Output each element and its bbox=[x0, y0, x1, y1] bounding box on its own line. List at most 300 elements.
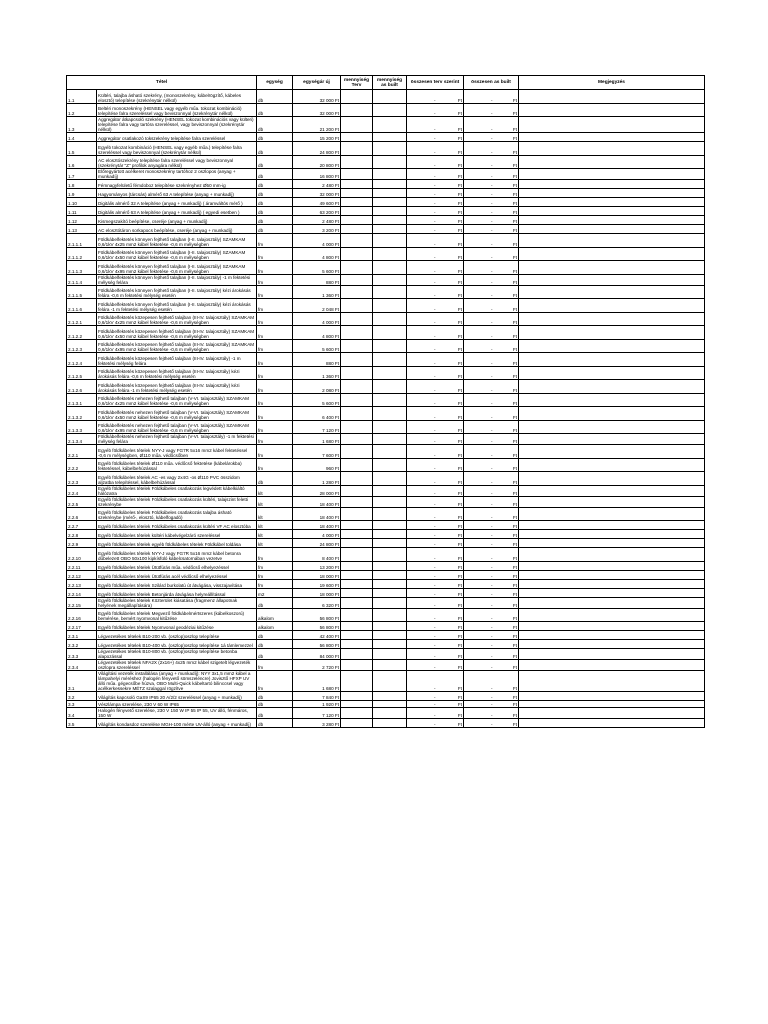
row-qty-built bbox=[373, 274, 407, 285]
total-dash: - bbox=[434, 228, 436, 233]
row-qty-built bbox=[373, 434, 407, 445]
row-id: 2.2.12 bbox=[67, 570, 97, 579]
total-dash: - bbox=[491, 149, 493, 155]
total-currency: Ft bbox=[457, 149, 463, 155]
row-unit-price: 4 000 Ft bbox=[293, 234, 341, 248]
row-qty-plan bbox=[341, 671, 373, 692]
row-unit: db bbox=[257, 631, 293, 640]
total-dash: - bbox=[434, 686, 436, 691]
row-description: Egyéb földkábeles tételek Ø110 műa. védőcső fektetése (kábelárokba) fektetéssel, kábelbehúzással bbox=[97, 458, 257, 472]
table-row bbox=[67, 530, 705, 539]
row-total-built bbox=[464, 366, 519, 380]
row-unit: db bbox=[257, 719, 293, 728]
row-id: 2.1.1.6 bbox=[67, 299, 97, 313]
row-unit-price: 5 600 Ft bbox=[293, 339, 341, 353]
total-dash: - bbox=[434, 634, 436, 639]
row-unit: db bbox=[257, 225, 293, 234]
table-row bbox=[67, 142, 705, 156]
row-id: 2.2.3 bbox=[67, 472, 97, 486]
row-qty-built bbox=[373, 485, 407, 496]
row-unit: fm bbox=[257, 570, 293, 579]
row-qty-built bbox=[373, 597, 407, 608]
total-currency: Ft bbox=[512, 333, 518, 339]
row-description: Egyéb földkábeles tételek Földkábeles csatlakozás legvédett kábelkiáltó hálózatra bbox=[97, 485, 257, 496]
table-row bbox=[67, 261, 705, 275]
row-note bbox=[519, 117, 705, 133]
table-row bbox=[67, 155, 705, 169]
row-unit: klt bbox=[257, 485, 293, 496]
table-row bbox=[67, 393, 705, 407]
row-unit: fm bbox=[257, 445, 293, 459]
row-total-plan bbox=[407, 155, 464, 169]
row-qty-built bbox=[373, 608, 407, 622]
total-dash: - bbox=[491, 279, 493, 285]
total-currency: Ft bbox=[512, 616, 518, 621]
row-qty-built bbox=[373, 579, 407, 588]
row-id: 2.2.9 bbox=[67, 539, 97, 548]
row-note bbox=[519, 155, 705, 169]
total-currency: Ft bbox=[512, 501, 518, 507]
table-row bbox=[67, 708, 705, 719]
total-currency: Ft bbox=[457, 428, 463, 433]
row-total-plan bbox=[407, 640, 464, 649]
row-total-plan bbox=[407, 180, 464, 189]
row-unit-price: 32 000 Ft bbox=[293, 189, 341, 198]
table-row bbox=[67, 225, 705, 234]
row-id: 2.2.11 bbox=[67, 561, 97, 570]
total-dash: - bbox=[434, 625, 436, 630]
total-dash: - bbox=[491, 591, 493, 597]
total-currency: Ft bbox=[512, 347, 518, 352]
row-note bbox=[519, 189, 705, 198]
row-unit: fm bbox=[257, 393, 293, 407]
total-dash: - bbox=[434, 360, 436, 366]
total-currency: Ft bbox=[457, 533, 463, 538]
row-description: Egyéb földkábeles tételek egyéb földkábeles tételek Földkábel toldása bbox=[97, 539, 257, 548]
total-currency: Ft bbox=[457, 210, 463, 215]
row-qty-plan bbox=[341, 103, 373, 117]
total-dash: - bbox=[491, 320, 493, 325]
row-unit: db bbox=[257, 198, 293, 207]
row-unit: fm bbox=[257, 671, 293, 692]
table-row bbox=[67, 326, 705, 340]
row-id: 2.1.2.5 bbox=[67, 366, 97, 380]
row-id: 2.3.3 bbox=[67, 649, 97, 660]
row-id: 2.2.17 bbox=[67, 622, 97, 631]
row-description: Földkábelfektetés könnyen fejthető talajban (I-II. talajosztály) kézi árokásás felára -0,6 m fektetési mélység esetén bbox=[97, 285, 257, 299]
row-description: Földkábelfektetés nehezen fejthető talajban (V-VI. talajosztály) SZAMKAM 0,6/1kV 4x50 mm2 kábel fektetése -0,6 m mélységben bbox=[97, 407, 257, 421]
total-currency: Ft bbox=[512, 582, 518, 588]
table-row bbox=[67, 90, 705, 104]
row-total-plan bbox=[407, 274, 464, 285]
row-unit-price: 13 200 Ft bbox=[293, 561, 341, 570]
row-unit: m2 bbox=[257, 588, 293, 597]
row-qty-plan bbox=[341, 312, 373, 326]
total-dash: - bbox=[491, 374, 493, 379]
table-row bbox=[67, 496, 705, 507]
row-total-plan bbox=[407, 434, 464, 445]
row-id: 1.9 bbox=[67, 189, 97, 198]
row-unit: db bbox=[257, 597, 293, 608]
total-currency: Ft bbox=[457, 401, 463, 406]
total-dash: - bbox=[491, 643, 493, 648]
total-dash: - bbox=[491, 111, 493, 116]
table-row bbox=[67, 622, 705, 631]
row-total-plan bbox=[407, 649, 464, 660]
row-qty-plan bbox=[341, 631, 373, 640]
row-qty-built bbox=[373, 521, 407, 530]
table-row bbox=[67, 570, 705, 579]
total-currency: Ft bbox=[512, 654, 518, 659]
total-dash: - bbox=[434, 713, 436, 719]
row-id: 2.1.1.4 bbox=[67, 274, 97, 285]
total-dash: - bbox=[491, 333, 493, 339]
total-currency: Ft bbox=[457, 97, 463, 103]
total-currency: Ft bbox=[457, 333, 463, 339]
table-row bbox=[67, 507, 705, 521]
row-unit: klt bbox=[257, 507, 293, 521]
row-note bbox=[519, 579, 705, 588]
row-id: 2.3.1 bbox=[67, 631, 97, 640]
total-currency: Ft bbox=[512, 564, 518, 570]
row-qty-plan bbox=[341, 366, 373, 380]
row-qty-plan bbox=[341, 548, 373, 562]
row-qty-built bbox=[373, 103, 407, 117]
row-note bbox=[519, 597, 705, 608]
total-currency: Ft bbox=[512, 306, 518, 312]
row-total-built bbox=[464, 521, 519, 530]
row-qty-plan bbox=[341, 169, 373, 180]
row-note bbox=[519, 561, 705, 570]
row-total-built bbox=[464, 579, 519, 588]
table-row bbox=[67, 339, 705, 353]
row-unit: fm bbox=[257, 561, 293, 570]
row-qty-plan bbox=[341, 117, 373, 133]
table-row bbox=[67, 588, 705, 597]
total-dash: - bbox=[434, 219, 436, 224]
total-currency: Ft bbox=[457, 136, 463, 141]
row-description: AC elosztótáron sorkapocs beépítése, cseréje (anyag + munkadíj) bbox=[97, 225, 257, 234]
row-note bbox=[519, 180, 705, 189]
row-id: 2.1.1.1 bbox=[67, 234, 97, 248]
row-unit-price: 56 800 Ft bbox=[293, 608, 341, 622]
row-total-plan bbox=[407, 660, 464, 671]
row-qty-plan bbox=[341, 579, 373, 588]
row-description: Egyéb földkábeles tételek Ütütfúrás acél védőcső elhelyezéssel bbox=[97, 570, 257, 579]
total-dash: - bbox=[491, 686, 493, 691]
row-description: Egyéb földkábeles tételek NYY-J vagy FG7R 5x16 mm2 kábel fektetéssel -0,6 m mélységben, Ø110 műa. védőcsőben bbox=[97, 445, 257, 459]
row-note bbox=[519, 671, 705, 692]
row-total-plan bbox=[407, 719, 464, 728]
row-description: Légvezetékes tételek B10-400 vb. (oszlop)oszlop telepítése 1á támlemezzel bbox=[97, 640, 257, 649]
row-unit-price: 5 600 Ft bbox=[293, 261, 341, 275]
total-currency: Ft bbox=[457, 127, 463, 132]
row-total-built bbox=[464, 103, 519, 117]
row-qty-built bbox=[373, 496, 407, 507]
row-unit-price: 1 680 Ft bbox=[293, 671, 341, 692]
row-unit-price: 2 480 Ft bbox=[293, 216, 341, 225]
row-unit: db bbox=[257, 207, 293, 216]
row-qty-built bbox=[373, 225, 407, 234]
total-currency: Ft bbox=[512, 201, 518, 206]
total-dash: - bbox=[434, 174, 436, 179]
row-unit-price: 18 000 Ft bbox=[293, 588, 341, 597]
total-currency: Ft bbox=[457, 163, 463, 168]
row-description: Halogén fényvető szerelése, 230 V 150 W IP 55 IP 55, UV álló, fénmáros, 150 W bbox=[97, 708, 257, 719]
total-currency: Ft bbox=[512, 293, 518, 298]
row-unit: fm bbox=[257, 660, 293, 671]
row-qty-plan bbox=[341, 692, 373, 701]
row-total-plan bbox=[407, 530, 464, 539]
row-unit-price: 7 600 Ft bbox=[293, 445, 341, 459]
row-qty-plan bbox=[341, 570, 373, 579]
row-description: Kültéri, talajba ásható szekrény, (monoszekrény, kábelrögzítő, kábeles elosztó) telepítése (szekrénytár nélkül) bbox=[97, 90, 257, 104]
row-qty-plan bbox=[341, 90, 373, 104]
row-total-built bbox=[464, 247, 519, 261]
row-qty-built bbox=[373, 701, 407, 708]
row-description: Egyéb földkábeles tételek Betonjárda átvágása helyreállítással bbox=[97, 588, 257, 597]
row-unit: klt bbox=[257, 539, 293, 548]
row-unit: db bbox=[257, 142, 293, 156]
row-unit: db bbox=[257, 701, 293, 708]
table-row bbox=[67, 216, 705, 225]
row-total-built bbox=[464, 299, 519, 313]
row-unit: db bbox=[257, 216, 293, 225]
row-qty-plan bbox=[341, 247, 373, 261]
row-qty-built bbox=[373, 588, 407, 597]
row-qty-plan bbox=[341, 216, 373, 225]
row-unit-price: 24 800 Ft bbox=[293, 142, 341, 156]
row-total-built bbox=[464, 434, 519, 445]
row-unit: fm bbox=[257, 247, 293, 261]
row-total-built bbox=[464, 608, 519, 622]
row-total-built bbox=[464, 274, 519, 285]
total-currency: Ft bbox=[512, 219, 518, 224]
row-unit-price: 960 Ft bbox=[293, 458, 341, 472]
row-qty-built bbox=[373, 631, 407, 640]
total-currency: Ft bbox=[512, 374, 518, 379]
row-qty-plan bbox=[341, 339, 373, 353]
total-currency: Ft bbox=[457, 192, 463, 197]
row-total-plan bbox=[407, 496, 464, 507]
total-dash: - bbox=[434, 515, 436, 520]
row-total-plan bbox=[407, 103, 464, 117]
row-unit-price: 56 800 Ft bbox=[293, 622, 341, 631]
row-description: Világítás kondasdoz szerelése MGH-100 mérte UV-álló (anyag + munkadíj) bbox=[97, 719, 257, 728]
table-row bbox=[67, 180, 705, 189]
row-total-built bbox=[464, 133, 519, 142]
total-dash: - bbox=[434, 241, 436, 247]
row-qty-built bbox=[373, 539, 407, 548]
total-dash: - bbox=[491, 241, 493, 247]
total-dash: - bbox=[491, 414, 493, 420]
table-row bbox=[67, 169, 705, 180]
table-row bbox=[67, 434, 705, 445]
row-qty-built bbox=[373, 640, 407, 649]
table-row bbox=[67, 366, 705, 380]
row-description: Egyéb földkábeles tételek kültéri kábelvégelzáró szereléssel bbox=[97, 530, 257, 539]
row-qty-plan bbox=[341, 180, 373, 189]
price-table bbox=[66, 75, 705, 728]
row-note bbox=[519, 485, 705, 496]
header-tetel: Tétel bbox=[67, 76, 257, 90]
row-qty-plan bbox=[341, 496, 373, 507]
total-currency: Ft bbox=[457, 634, 463, 639]
row-note bbox=[519, 133, 705, 142]
row-description: Aggregátor átkapcsoló szekrény (HENSEL tokozat kombinációs vagy külteri) telepítése falra vagy tartóra szereléssel, vagy beviszonnyal (szekrénytár nélkül) bbox=[97, 117, 257, 133]
total-currency: Ft bbox=[512, 555, 518, 561]
row-qty-built bbox=[373, 561, 407, 570]
row-total-built bbox=[464, 597, 519, 608]
total-currency: Ft bbox=[512, 490, 518, 496]
row-total-plan bbox=[407, 458, 464, 472]
header-ossz-terv: összesen terv szerint bbox=[407, 76, 464, 90]
row-description: Földkábelfektetés nehezen fejthető talajban (V-VI. talajosztály) SZAMKAM 0,6/1kV 4x95 mm2 kábel fektetése -0,6 m mélységben bbox=[97, 420, 257, 434]
total-dash: - bbox=[434, 524, 436, 529]
row-unit-price: 4 800 Ft bbox=[293, 326, 341, 340]
total-dash: - bbox=[434, 268, 436, 274]
total-currency: Ft bbox=[457, 602, 463, 608]
total-currency: Ft bbox=[512, 163, 518, 168]
table-row bbox=[67, 103, 705, 117]
row-qty-plan bbox=[341, 530, 373, 539]
row-description: Egyéb földkábeles tételek Ütütfúrás műa. védőcső elhelyezéssel bbox=[97, 561, 257, 570]
row-qty-plan bbox=[341, 588, 373, 597]
total-dash: - bbox=[434, 428, 436, 433]
row-total-plan bbox=[407, 708, 464, 719]
row-note bbox=[519, 507, 705, 521]
row-note bbox=[519, 393, 705, 407]
total-currency: Ft bbox=[512, 524, 518, 529]
row-note bbox=[519, 326, 705, 340]
row-unit: fm bbox=[257, 366, 293, 380]
row-unit-price: 18 400 Ft bbox=[293, 496, 341, 507]
row-total-plan bbox=[407, 312, 464, 326]
row-total-built bbox=[464, 640, 519, 649]
row-qty-plan bbox=[341, 207, 373, 216]
row-qty-plan bbox=[341, 458, 373, 472]
row-total-plan bbox=[407, 588, 464, 597]
table-row bbox=[67, 189, 705, 198]
total-currency: Ft bbox=[512, 722, 518, 728]
header-ossz-built: összesen as built bbox=[464, 76, 519, 90]
row-total-plan bbox=[407, 507, 464, 521]
row-qty-plan bbox=[341, 225, 373, 234]
row-unit: db bbox=[257, 180, 293, 189]
total-dash: - bbox=[434, 255, 436, 260]
row-qty-plan bbox=[341, 434, 373, 445]
row-unit-price: 16 800 Ft bbox=[293, 169, 341, 180]
row-qty-built bbox=[373, 671, 407, 692]
total-dash: - bbox=[491, 401, 493, 406]
row-qty-built bbox=[373, 133, 407, 142]
row-id: 3.5 bbox=[67, 719, 97, 728]
total-dash: - bbox=[491, 634, 493, 639]
total-dash: - bbox=[434, 192, 436, 197]
row-description: Előregyártott acélkeret monoszekrény tartóhoz 2 oszlopos (anyag + munkadíj) bbox=[97, 169, 257, 180]
total-currency: Ft bbox=[512, 174, 518, 179]
row-unit: db bbox=[257, 708, 293, 719]
total-currency: Ft bbox=[512, 533, 518, 538]
row-unit-price: 1 920 Ft bbox=[293, 701, 341, 708]
header-egysegar: egységár új bbox=[293, 76, 341, 90]
row-note bbox=[519, 380, 705, 394]
total-currency: Ft bbox=[457, 573, 463, 579]
row-note bbox=[519, 353, 705, 367]
row-description: Légvezetékes tételek B10-800 vb. (oszlop)oszlop telepítése betonba alapozással bbox=[97, 649, 257, 660]
total-dash: - bbox=[434, 320, 436, 325]
row-qty-plan bbox=[341, 608, 373, 622]
row-id: 2.2.5 bbox=[67, 496, 97, 507]
header-menny-terv: mennyiség Terv bbox=[341, 76, 373, 90]
total-dash: - bbox=[491, 306, 493, 312]
row-description: Egyéb földkábeles tételek Földkábeles csatlakozás talajba ásható szekrénybe (mérő-, elosztó, kábelfogadó) bbox=[97, 507, 257, 521]
total-dash: - bbox=[434, 722, 436, 728]
total-currency: Ft bbox=[512, 643, 518, 648]
row-unit-price: 32 000 Ft bbox=[293, 103, 341, 117]
table-row bbox=[67, 472, 705, 486]
table-row bbox=[67, 719, 705, 728]
total-dash: - bbox=[434, 479, 436, 485]
row-total-built bbox=[464, 719, 519, 728]
row-unit: fm bbox=[257, 353, 293, 367]
row-qty-plan bbox=[341, 539, 373, 548]
row-description: Egyéb földkábeles tételek Szilárd burkolatú út átvágása, visszajavítása bbox=[97, 579, 257, 588]
row-total-built bbox=[464, 285, 519, 299]
total-currency: Ft bbox=[512, 591, 518, 597]
row-qty-plan bbox=[341, 640, 373, 649]
row-unit-price: 6 400 Ft bbox=[293, 407, 341, 421]
row-id: 2.3.4 bbox=[67, 660, 97, 671]
row-total-built bbox=[464, 207, 519, 216]
row-total-built bbox=[464, 708, 519, 719]
row-note bbox=[519, 640, 705, 649]
row-total-built bbox=[464, 458, 519, 472]
row-description: Aggregátor csatlakozó tokszekrény telepítése falra szereléssel bbox=[97, 133, 257, 142]
row-unit-price: 1 280 Ft bbox=[293, 472, 341, 486]
row-qty-built bbox=[373, 507, 407, 521]
total-currency: Ft bbox=[457, 616, 463, 621]
total-dash: - bbox=[434, 111, 436, 116]
row-qty-built bbox=[373, 530, 407, 539]
table-row bbox=[67, 521, 705, 530]
row-unit-price: 6 320 Ft bbox=[293, 597, 341, 608]
row-unit-price: 49 600 Ft bbox=[293, 198, 341, 207]
total-dash: - bbox=[434, 183, 436, 188]
row-unit: fm bbox=[257, 407, 293, 421]
total-currency: Ft bbox=[457, 219, 463, 224]
total-currency: Ft bbox=[512, 111, 518, 116]
total-dash: - bbox=[491, 625, 493, 630]
row-total-built bbox=[464, 507, 519, 521]
row-unit-price: 19 600 Ft bbox=[293, 579, 341, 588]
row-qty-plan bbox=[341, 198, 373, 207]
row-total-built bbox=[464, 169, 519, 180]
row-total-plan bbox=[407, 393, 464, 407]
row-unit-price: 1 680 Ft bbox=[293, 434, 341, 445]
row-qty-plan bbox=[341, 274, 373, 285]
row-note bbox=[519, 570, 705, 579]
row-total-built bbox=[464, 485, 519, 496]
total-currency: Ft bbox=[457, 582, 463, 588]
row-description: AC elosztószekrény telepítése falra szereléssel vagy beviszonnyal (szekrénytár "Z" profilok anyagára nélkül) bbox=[97, 155, 257, 169]
total-currency: Ft bbox=[512, 320, 518, 325]
total-currency: Ft bbox=[457, 524, 463, 529]
row-id: 2.1.2.4 bbox=[67, 353, 97, 367]
total-dash: - bbox=[434, 401, 436, 406]
total-dash: - bbox=[491, 533, 493, 538]
row-qty-plan bbox=[341, 142, 373, 156]
